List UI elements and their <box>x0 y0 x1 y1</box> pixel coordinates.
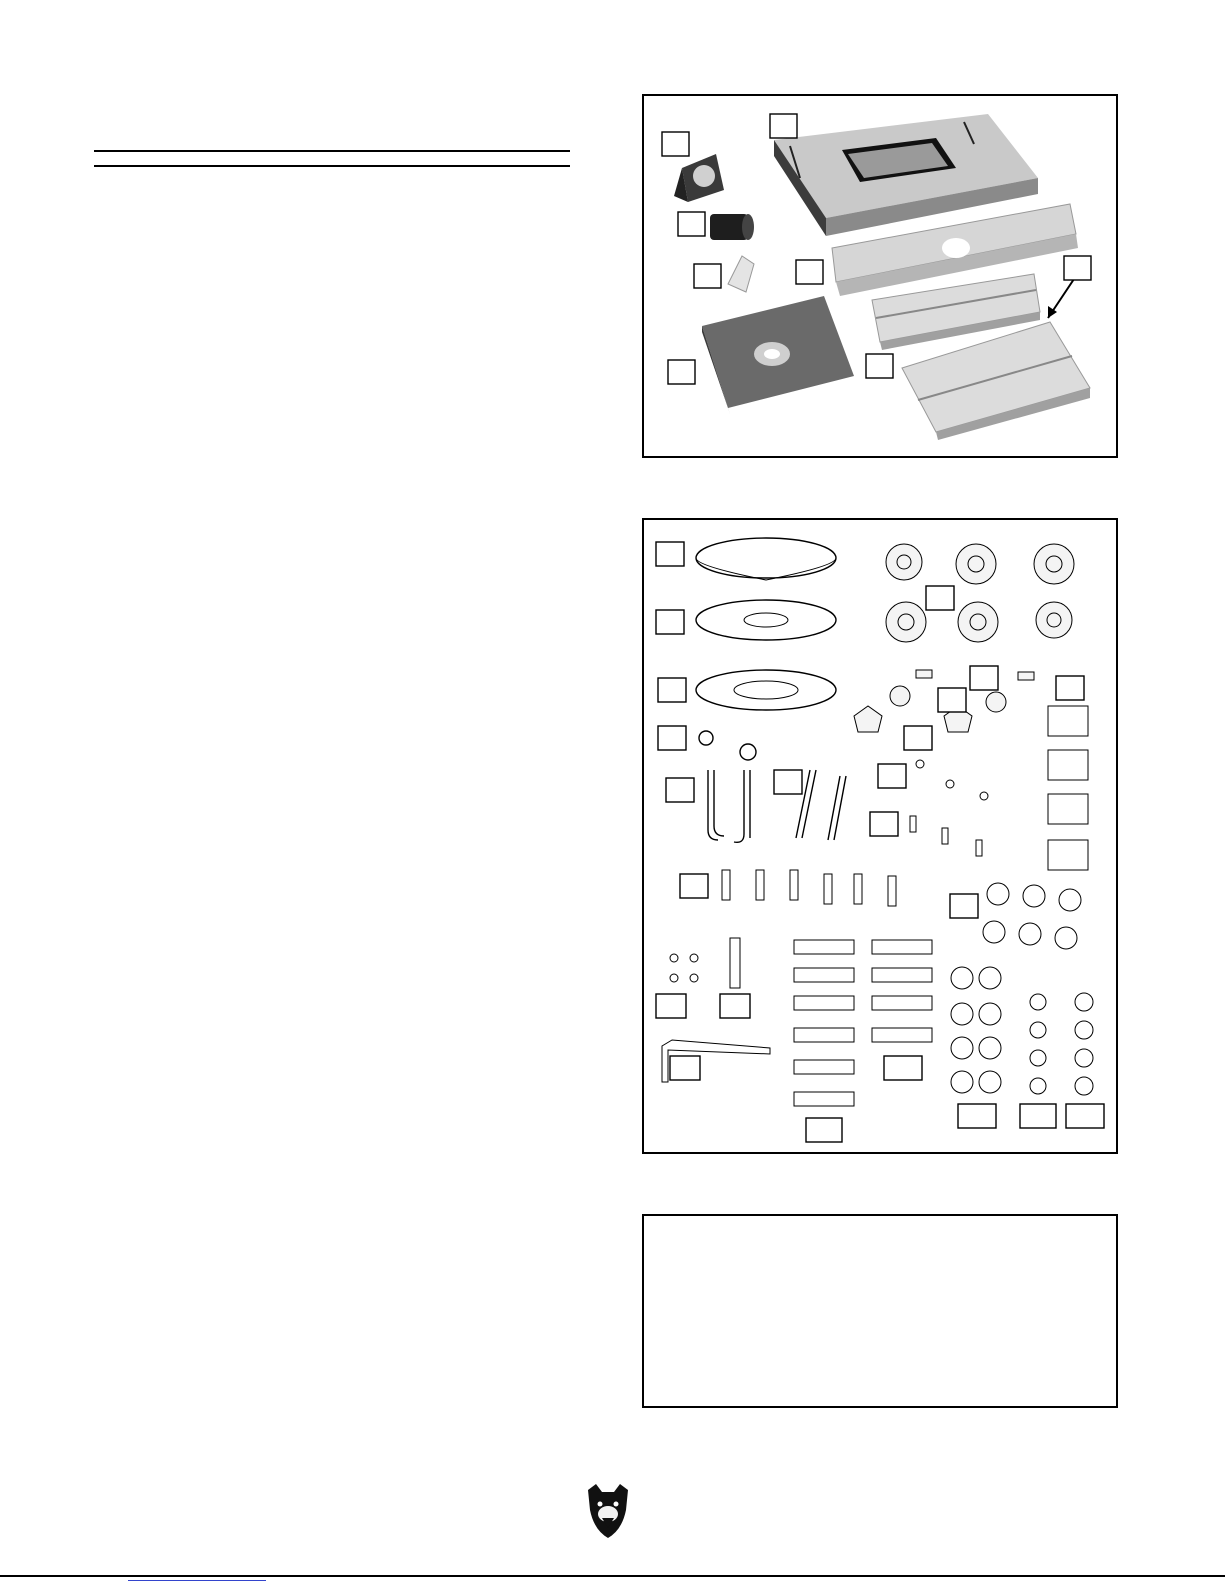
section-heading-rule-bottom <box>94 165 570 167</box>
box-inventory-figure <box>642 94 1118 458</box>
large-hole-insert-ring <box>696 670 836 710</box>
dust-hood-part <box>674 154 724 202</box>
section-heading-rule-top <box>94 150 570 152</box>
callout-box <box>662 132 689 156</box>
callout-box <box>668 360 695 384</box>
blank-insert-ring <box>696 538 836 580</box>
callout-box <box>1064 256 1091 280</box>
callout-box <box>694 264 721 288</box>
small-bracket-part <box>728 256 754 292</box>
cap-screws-group <box>794 940 932 1106</box>
box-inventory-illustration <box>644 96 1116 456</box>
grizzly-bear-logo-icon <box>578 1480 638 1540</box>
callout-box <box>866 354 893 378</box>
hardware-inventory-figure <box>642 518 1118 1154</box>
footer-rule <box>0 1575 1225 1577</box>
small-hole-insert-ring <box>696 600 836 640</box>
callout-box <box>796 260 823 284</box>
callout-box <box>678 212 705 236</box>
insert-plate-part <box>702 296 854 414</box>
callout-box <box>770 114 797 138</box>
knobs-group <box>886 544 1074 642</box>
long-bolts-group <box>796 770 846 840</box>
hose-adapter-part <box>710 214 754 240</box>
clamp-plates-group <box>1048 706 1088 870</box>
note-box <box>642 1214 1118 1408</box>
j-bolts-group <box>699 731 756 842</box>
lock-washers-group <box>951 967 1093 1095</box>
hex-bolts-group <box>722 870 896 906</box>
hardware-inventory-illustration <box>644 520 1116 1152</box>
set-screws-group <box>670 938 740 988</box>
flat-head-screws-group <box>910 760 988 856</box>
washers-group <box>983 883 1081 949</box>
